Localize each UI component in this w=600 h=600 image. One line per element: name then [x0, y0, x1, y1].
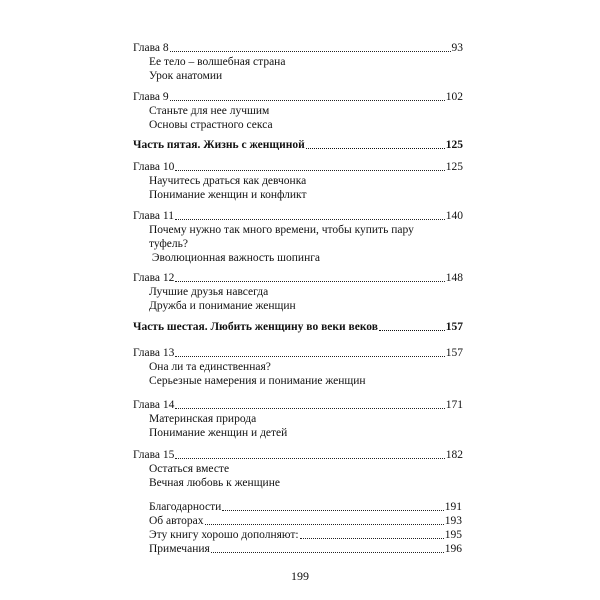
chapter-subtitle: Понимание женщин и конфликт [149, 189, 307, 201]
toc-chapter-10 [133, 160, 463, 174]
dot-leader [170, 100, 445, 101]
back-page: 193 [444, 515, 462, 527]
back-page: 195 [444, 529, 462, 541]
chapter-subtitle: Вечная любовь к женщине [149, 477, 280, 489]
dot-leader [379, 330, 445, 331]
chapter-subtitle: Почему нужно так много времени, чтобы купить пару [149, 224, 414, 236]
chapter-page: 157 [445, 347, 463, 359]
chapter-page: 125 [445, 161, 463, 173]
part-label: Часть шестая. Любить женщину во веки веков [133, 321, 378, 333]
back-label: Благодарности [149, 501, 222, 513]
dot-leader [222, 510, 443, 511]
dot-leader [175, 408, 444, 409]
chapter-subtitle: туфель? [149, 238, 188, 250]
toc-part-6 [133, 320, 463, 334]
toc-chapter-14 [133, 398, 463, 412]
part-page: 157 [445, 321, 463, 333]
part-page: 125 [445, 139, 463, 151]
dot-leader [170, 51, 451, 52]
chapter-label: Глава 15 [133, 449, 175, 461]
chapter-label: Глава 11 [133, 210, 174, 222]
chapter-label: Глава 8 [133, 42, 169, 54]
chapter-subtitle: Серьезные намерения и понимание женщин [149, 375, 366, 387]
chapter-page: 140 [445, 210, 463, 222]
chapter-subtitle: Научитесь драться как девчонка [149, 175, 307, 187]
dot-leader [175, 356, 444, 357]
chapter-subtitle: Урок анатомии [149, 70, 223, 82]
toc-part-5 [133, 138, 463, 152]
chapter-page: 102 [445, 91, 463, 103]
dot-leader [175, 170, 444, 171]
dot-leader [175, 458, 444, 459]
chapter-label: Глава 14 [133, 399, 175, 411]
chapter-label: Глава 13 [133, 347, 175, 359]
chapter-subtitle: Материнская природа [149, 413, 257, 425]
dot-leader [300, 538, 444, 539]
dot-leader [211, 552, 444, 553]
chapter-page: 93 [451, 42, 463, 54]
toc-back-acknowledgements [149, 500, 462, 514]
chapter-subtitle: Эволюционная важность шопинга [149, 252, 321, 264]
chapter-subtitle: Станьте для нее лучшим [149, 105, 270, 117]
chapter-page: 182 [445, 449, 463, 461]
back-page: 191 [444, 501, 462, 513]
dot-leader [175, 219, 445, 220]
dot-leader [175, 281, 444, 282]
dot-leader [205, 524, 444, 525]
chapter-subtitle: Дружба и понимание женщин [149, 300, 296, 312]
chapter-subtitle: Понимание женщин и детей [149, 427, 288, 439]
chapter-label: Глава 9 [133, 91, 169, 103]
chapter-subtitle: Она ли та единственная? [149, 361, 271, 373]
toc-chapter-12 [133, 271, 463, 285]
toc-back-notes [149, 542, 462, 556]
toc-chapter-15 [133, 448, 463, 462]
chapter-subtitle: Лучшие друзья навсегда [149, 286, 269, 298]
chapter-subtitle: Остаться вместе [149, 463, 230, 475]
chapter-label: Глава 12 [133, 272, 175, 284]
part-label: Часть пятая. Жизнь с женщиной [133, 139, 305, 151]
toc-chapter-9 [133, 90, 463, 104]
chapter-subtitle: Основы страстного секса [149, 119, 273, 131]
chapter-page: 171 [445, 399, 463, 411]
page-number: 199 [291, 569, 309, 583]
toc-chapter-11 [133, 209, 463, 223]
chapter-page: 148 [445, 272, 463, 284]
toc-chapter-13 [133, 346, 463, 360]
toc-chapter-8 [133, 41, 463, 55]
dot-leader [306, 148, 445, 149]
toc-back-recommended [149, 528, 462, 542]
back-label: Примечания [149, 543, 210, 555]
chapter-subtitle: Ее тело – волшебная страна [149, 56, 286, 68]
back-page: 196 [444, 543, 462, 555]
back-label: Об авторах [149, 515, 204, 527]
chapter-label: Глава 10 [133, 161, 175, 173]
toc-back-authors [149, 514, 462, 528]
back-label: Эту книгу хорошо дополняют: [149, 529, 299, 541]
